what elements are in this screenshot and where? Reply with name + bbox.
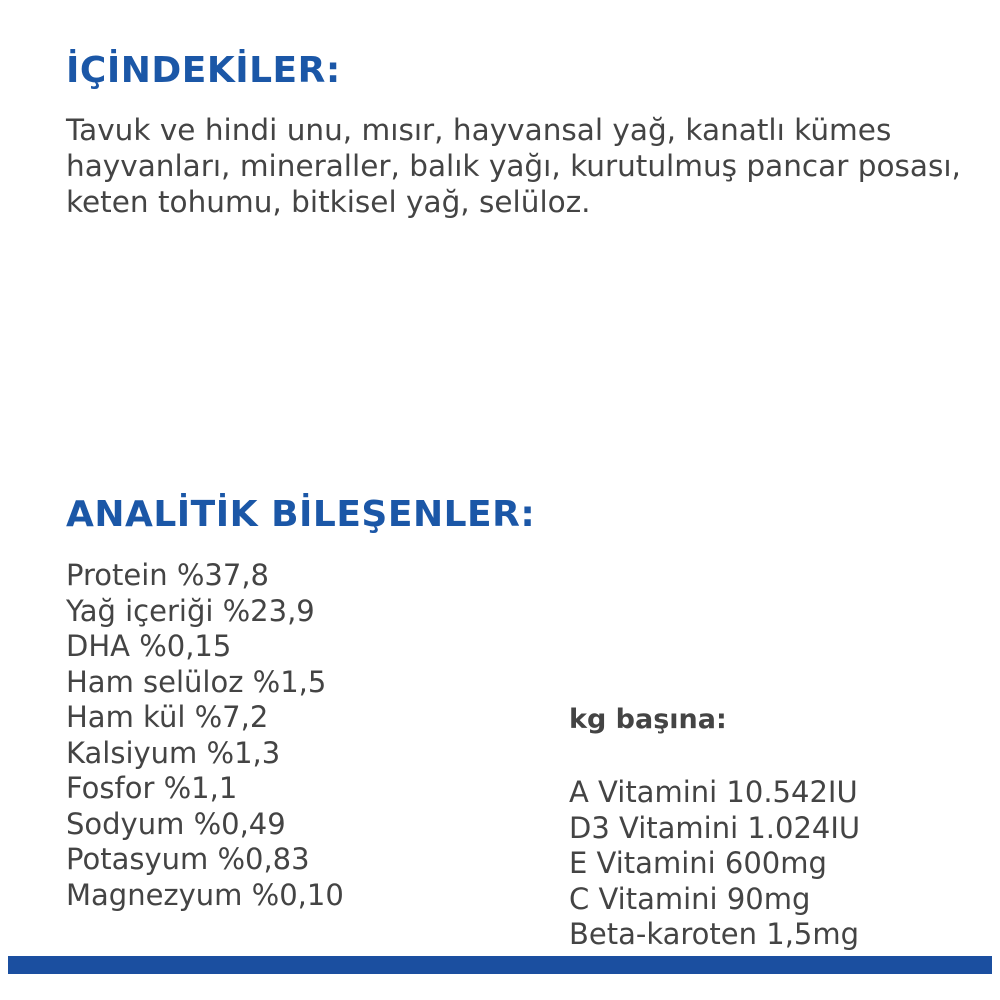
analytic-item: DHA %0,15 (66, 629, 232, 663)
vitamin-item: Beta-karoten 1,5mg (569, 917, 860, 951)
vitamin-item: E Vitamini 600mg (569, 846, 827, 880)
analytic-item: Fosfor %1,1 (66, 771, 238, 805)
analytic-item: Sodyum %0,49 (66, 806, 286, 841)
vitamin-item: D3 Vitamini 1.024IU (569, 810, 861, 845)
analytic-list (66, 558, 344, 913)
vitamin-item: C Vitamini 90mg (569, 881, 811, 916)
analytic-item: Yağ içeriği %23,9 (66, 593, 315, 628)
analytic-heading: ANALİTİK BİLEŞENLER: (66, 494, 536, 535)
vitamin-list (569, 775, 860, 953)
analytic-item: Kalsiyum %1,3 (66, 735, 281, 770)
vitamin-item: A Vitamini 10.542IU (569, 775, 858, 809)
analytic-item: Potasyum %0,83 (66, 842, 310, 876)
per-kg-title: kg başına: (569, 704, 727, 735)
analytic-item: Ham selüloz %1,5 (66, 664, 327, 699)
analytic-item: Ham kül %7,2 (66, 700, 269, 734)
ingredients-text: Tavuk ve hindi unu, mısır, hayvansal yağ, kanatlı kümes hayvanları, mineraller, balık yağı, kurutulmuş pancar posası, keten tohumu, bitkisel yağ, selüloz. (66, 113, 961, 219)
analytic-item: Protein %37,8 (66, 558, 269, 592)
bottom-divider-bar (8, 956, 992, 974)
ingredients-heading: İÇİNDEKİLER: (66, 50, 341, 91)
analytic-item: Magnezyum %0,10 (66, 877, 344, 912)
